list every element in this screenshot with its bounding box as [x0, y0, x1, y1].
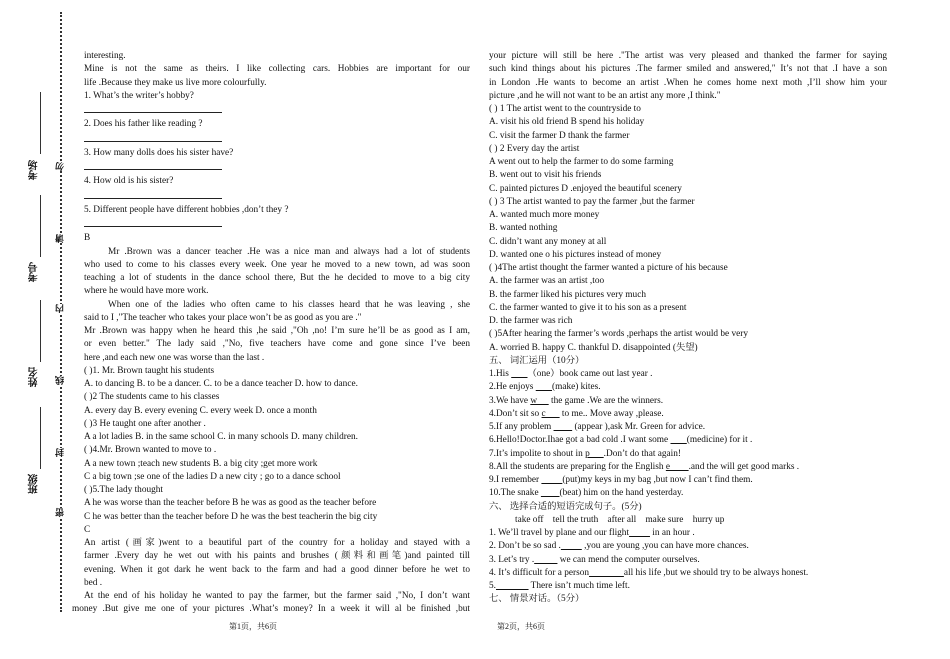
vocab-item: 3.We have w the game .We are the winners. — [489, 395, 664, 406]
seal-char-xian: 线 — [55, 376, 65, 385]
seal-char-mi: 密 — [55, 508, 65, 517]
label-kaohao: 考号 — [29, 262, 40, 282]
banji-underline — [40, 407, 41, 469]
seal-char-qing: 请 — [55, 234, 65, 243]
blank[interactable] — [561, 541, 582, 551]
right-column — [489, 50, 887, 607]
kaohao-underline — [40, 195, 41, 257]
question-item: A a lot ladies B. in the same school C. in many schools D. many children. — [84, 432, 358, 442]
label-xingming: 姓名 — [29, 367, 40, 387]
answer-line[interactable] — [84, 217, 222, 227]
vocab-item: 8.All the students are preparing for the English e .and the will get good marks . — [489, 461, 800, 472]
left-column — [72, 50, 470, 617]
seal-char-wu: 勿 — [55, 162, 65, 171]
vocab-item: 1.His （one）book came out last year . — [489, 369, 653, 379]
section-7-title: 七、 情景对话。（5分） — [489, 594, 585, 605]
question-item: D. the farmer was rich — [489, 316, 573, 326]
question-item: ( )4The artist thought the farmer wanted a picture of his because — [489, 263, 728, 273]
question-item: ( )5.The lady thought — [84, 485, 164, 495]
blank[interactable]: e — [665, 461, 689, 472]
question-item: A a new town ;teach new students B. a big city ;get more work — [84, 458, 318, 469]
section-c-title: C — [84, 524, 91, 535]
question-item: A. visit his old friend B spend his holiday — [489, 117, 645, 128]
passage-c-cont-line: in London .He wants to become an artist .When he comes home next moth ,I’ll show him your — [489, 77, 887, 88]
vocab-item: 4.Don’t sit so c to me.. Move away ,please. — [489, 408, 664, 419]
phrase-item: 4. It’s difficult for a person all his life ,but we should try to be always honest. — [489, 567, 809, 578]
answer-line[interactable] — [84, 103, 222, 113]
question-item: A. worried B. happy C. thankful D. disappointed (失望) — [489, 342, 698, 353]
question: 2. Does his father like reading ? — [84, 119, 203, 130]
passage-b-line: said to I ,"The teacher who takes your place won’t be as good as you are ." — [84, 312, 362, 323]
question: 5. Different people have different hobbies ,don’t they ? — [84, 204, 289, 215]
question: 3. How many dolls does his sister have? — [84, 147, 234, 158]
section-b-title: B — [84, 233, 91, 244]
page-number-left: 第1页，共6页 — [229, 622, 277, 631]
question-item: ( )3 He taught one after another . — [84, 418, 206, 429]
answer-line[interactable] — [84, 160, 222, 170]
question-item: C. painted pictures D .enjoyed the beautiful scenery — [489, 183, 682, 194]
blank[interactable] — [534, 555, 557, 565]
blank[interactable]: w — [530, 395, 549, 406]
vocab-item: 2.He enjoys (make) kites. — [489, 382, 601, 393]
vocab-item: 10.The snake (beat) him on the hand yesterday. — [489, 488, 684, 499]
blank[interactable]: p — [585, 448, 604, 459]
question-item: ( )1. Mr. Brown taught his students — [84, 365, 215, 376]
blank[interactable] — [541, 488, 560, 498]
passage-b-line: here ,and each new one was worse than the last . — [84, 352, 265, 363]
passage-b-line: teaching a lot of students in the dance school there, But the he decided to move to a big city — [84, 273, 470, 283]
answer-line[interactable] — [84, 132, 222, 142]
answer-line[interactable] — [84, 189, 222, 199]
phrase-bank: take off tell the truth after all make sure hurry up — [515, 514, 725, 525]
section-5-title: 五、 词汇运用（10分） — [489, 355, 585, 366]
phrase-item: 1. We’ll travel by plane and our flight in an hour . — [489, 528, 695, 538]
passage-b-line: where he would have more work. — [84, 286, 209, 297]
xingming-underline — [40, 300, 41, 362]
question: 4. How old is his sister? — [84, 176, 174, 187]
passage-c-cont-line: picture ,and he will not want to be an artist any more ,I think." — [489, 90, 721, 101]
section-6-title: 六、 选择合适的短语完成句子。(5分) — [489, 501, 642, 512]
passage-c-line: evening. When it got dark he went back to the farm and had a good dinner before he wet to — [84, 564, 470, 575]
seal-char-feng: 封 — [55, 448, 65, 457]
passage-c-line: An artist (画家)went to a beautiful part of the country for a holiday and stayed with a — [84, 538, 470, 548]
page-number-right: 第2页，共6页 — [497, 622, 545, 631]
question-item: C a big town ;se one of the ladies D a new city ; go to a dance school — [84, 471, 341, 482]
blank[interactable] — [589, 568, 624, 578]
question-item: ( ) 3 The artist wanted to pay the farmer ,but the farmer — [489, 196, 695, 207]
blank[interactable] — [554, 422, 573, 432]
vocab-item: 9.I remember (put)my keys in my bag ,but now I can’t find them. — [489, 475, 753, 485]
passage-c-line: bed . — [84, 577, 103, 588]
vocab-item: 7.It’s impolite to shout in p .Don’t do that again! — [489, 448, 681, 459]
passage-a-line: interesting. — [84, 51, 126, 61]
question-item: A. the farmer was an artist ,too — [489, 276, 605, 287]
question-item: A he was worse than the teacher before B he was as good as the teacher before — [84, 498, 377, 509]
passage-a-line: Mine is not the same as theirs. I like collecting cars. Hobbies are important for our — [84, 64, 470, 75]
question-item: ( )4.Mr. Brown wanted to move to . — [84, 445, 217, 456]
question-item: D. wanted one o his pictures instead of money — [489, 249, 662, 260]
question-item: A. to dancing B. to be a dancer. C. to be a dance teacher D. how to dance. — [84, 379, 358, 389]
blank[interactable]: c — [541, 408, 560, 419]
blank[interactable] — [541, 475, 562, 485]
phrase-item: 5. There isn’t much time left. — [489, 581, 630, 591]
question-item: C. the farmer wanted to give it to his son as a present — [489, 302, 687, 313]
vocab-item: 5.If any problem (appear ),ask Mr. Green for advice. — [489, 422, 706, 432]
passage-c-cont-line: such kind things about his pictures .The farmer smiled and answered," It’s not that .I have a son — [489, 64, 887, 75]
passage-b-line: When one of the ladies who often came to his classes heard that he was leaving , she — [108, 299, 470, 310]
seal-char-nei: 内 — [55, 304, 65, 313]
phrase-item: 2. Don’t be so sad . ,you are young ,you can have more chances. — [489, 541, 749, 552]
question: 1. What’s the writer’s hobby? — [84, 90, 194, 101]
passage-b-line: or even better." The lady said ,"No, five teachers have come and gone since I’ve been — [84, 339, 470, 350]
question-item: C. visit the farmer D thank the farmer — [489, 130, 630, 141]
passage-b-line: Mr .Brown was a dancer teacher .He was a nice man and always had a lot of students — [108, 246, 470, 257]
passage-a-line: life .Because they make us live more colourfully. — [84, 77, 267, 88]
blank[interactable] — [496, 581, 529, 591]
question-item: B. wanted nothing — [489, 223, 558, 234]
question-item: A went out to help the farmer to do some farming — [489, 157, 674, 167]
label-banji: 班级 — [29, 474, 40, 494]
question-item: C he was better than the teacher before D he was the best teacherin the big city — [84, 511, 378, 522]
blank[interactable] — [511, 369, 527, 379]
blank[interactable] — [671, 435, 687, 445]
passage-c-line: At the end of his holiday he wanted to pay the farmer, but the farmer said ,"No, I don’t want — [84, 591, 470, 601]
label-kaochang: 考场 — [29, 160, 40, 180]
passage-b-line: Mr .Brown was happy when he heard this ,he said ,"Oh ,no! I’m sure he’ll be as good as I am, — [84, 326, 470, 336]
question-item: B. the farmer liked his pictures very much — [489, 289, 646, 300]
question-item: ( )5After hearing the farmer’s words ,perhaps the artist would be very — [489, 329, 749, 340]
blank[interactable] — [536, 382, 552, 392]
phrase-item: 3. Let’s try . we can mend the computer ourselves. — [489, 554, 700, 565]
passage-c-line: money .But give me one of your pictures .What’s money? In a week it will al be finished ,but — [72, 604, 470, 615]
question-item: A. wanted much more money — [489, 210, 600, 220]
question-item: A. every day B. every evening C. every week D. once a month — [84, 405, 317, 416]
vocab-item: 6.Hello!Doctor.Ihae got a bad cold .I want some (medicine) for it . — [489, 435, 753, 446]
blank[interactable] — [629, 528, 650, 538]
question-item: C. didn’t want any money at all — [489, 236, 607, 247]
question-item: ( )2 The students came to his classes — [84, 392, 220, 403]
passage-c-line: farmer .Every day he wet out with his paints and brushes (颜料和画笔)and painted till — [84, 551, 470, 562]
question-item: ( ) 2 Every day the artist — [489, 143, 580, 154]
question-item: ( ) 1 The artist went to the countryside to — [489, 104, 641, 114]
passage-b-line: who used to come to his classes every week. One year he moved to a new town, ad was soon — [84, 259, 470, 270]
kaochang-underline — [40, 92, 41, 154]
question-item: B. went out to visit his friends — [489, 170, 602, 181]
passage-c-cont-line: your picture will still be here ."The artist was very pleased and thanked the farmer for saying — [489, 51, 887, 61]
